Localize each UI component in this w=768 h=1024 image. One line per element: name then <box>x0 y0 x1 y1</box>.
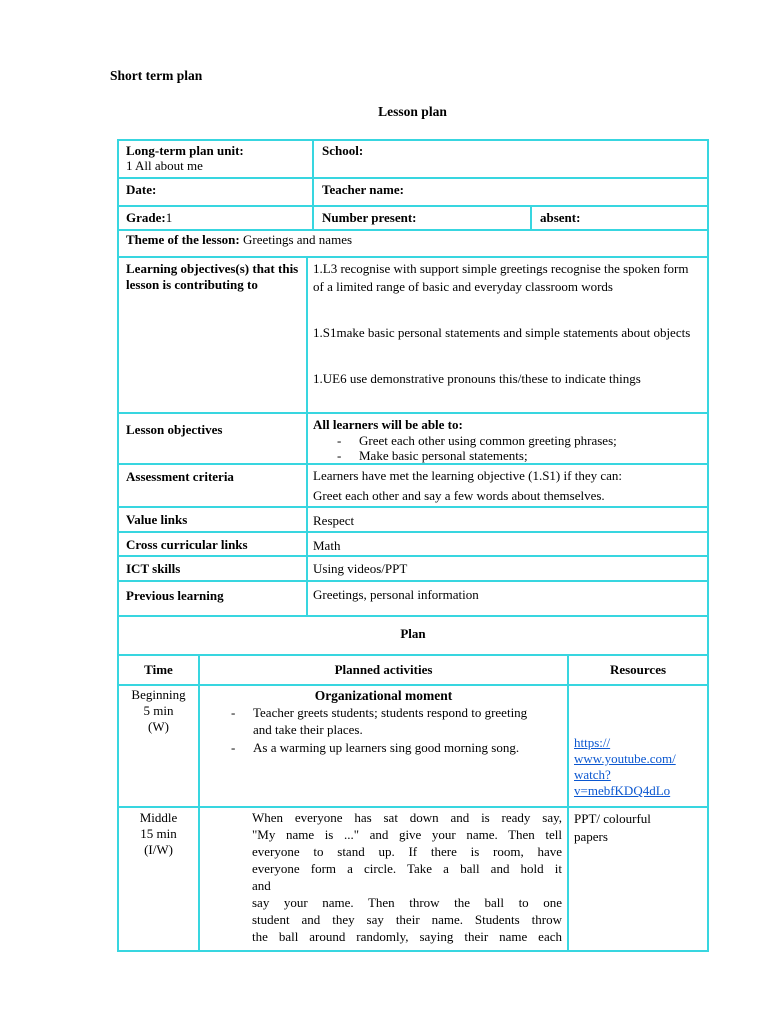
cell-activity-middle <box>198 806 569 952</box>
date-label: Date: <box>126 182 157 197</box>
theme-value: Greetings and names <box>239 232 353 247</box>
time-beginning <box>119 687 198 735</box>
activity-title: Organizational moment <box>314 688 453 703</box>
time-phase: Middle <box>139 810 178 825</box>
activity-line: student and they say their name. Students throw <box>252 912 562 927</box>
cell-school <box>312 139 709 179</box>
doc-title: Lesson plan <box>378 104 447 119</box>
prev-label: Previous learning <box>126 588 224 603</box>
cell-cross-label <box>117 531 308 557</box>
cell-time-beginning <box>117 684 200 808</box>
time-duration: 5 min <box>143 703 174 718</box>
cell-present <box>312 205 532 231</box>
lesson-obj-item: - Make basic personal statements; <box>359 448 617 463</box>
activity-description <box>252 809 562 945</box>
resource-line: papers <box>574 829 608 844</box>
lo-label: Learning objectives(s) that this lesson is contributing to <box>126 261 299 292</box>
lesson-obj-label: Lesson objectives <box>126 422 223 437</box>
value-label: Value links <box>126 512 188 527</box>
present-label: Number present: <box>322 210 417 225</box>
lo-3: 1.UE6 use demonstrative pronouns this/these to indicate things <box>313 371 641 386</box>
cell-grade <box>117 205 314 231</box>
resource-middle <box>574 810 651 846</box>
cell-lesson-obj <box>306 412 709 465</box>
cell-assess-label <box>117 463 308 508</box>
prev-value: Greetings, personal information <box>313 587 479 602</box>
col-resources: Resources <box>609 662 667 677</box>
cell-teacher <box>312 177 709 207</box>
cell-assess <box>306 463 709 508</box>
cell-lo-values <box>306 256 709 414</box>
time-mode: (I/W) <box>144 842 173 857</box>
time-phase: Beginning <box>131 687 186 702</box>
youtube-link[interactable]: https:// www.youtube.com/ watch? v=mebfKDQ4dLo <box>574 735 676 798</box>
activity-line: the ball around randomly, saying their name each <box>252 929 562 944</box>
grade-value: 1 <box>165 210 173 225</box>
activity-item: - Teacher greets students; students respond to greeting and take their places. <box>253 704 535 738</box>
cell-theme <box>117 229 709 258</box>
lesson-obj-item: - Greet each other using common greeting phrases; <box>359 433 617 448</box>
cell-col-time <box>117 654 200 686</box>
lesson-obj-list <box>359 433 617 463</box>
ict-label: ICT skills <box>126 561 181 576</box>
resource-line: PPT/ colourful <box>574 811 651 826</box>
teacher-label: Teacher name: <box>322 182 404 197</box>
activity-item: - As a warming up learners sing good morning song. <box>253 739 535 756</box>
cell-col-activities <box>198 654 569 686</box>
grade-label: Grade: <box>126 210 166 225</box>
cell-prev-label <box>117 580 308 617</box>
absent-label: absent: <box>540 210 581 225</box>
cell-value-label <box>117 506 308 533</box>
theme-label: Theme of the lesson: <box>126 232 240 247</box>
col-activities: Planned activities <box>334 662 433 677</box>
cell-ict <box>306 555 709 582</box>
value-value: Respect <box>313 513 355 528</box>
activity-line: "My name is ..." and give your name. Then tell <box>252 827 562 842</box>
cell-lesson-obj-label <box>117 412 308 465</box>
doc-subtitle: Short term plan <box>110 68 203 83</box>
lo-1: 1.L3 recognise with support simple greetings recognise the spoken form of a limited range of basic and everyday classroom words <box>313 261 689 294</box>
resource-link[interactable] <box>574 735 676 799</box>
assess-1: Learners have met the learning objective (1.S1) if they can: <box>313 468 622 483</box>
cell-date <box>117 177 314 207</box>
cell-absent <box>530 205 709 231</box>
time-middle <box>119 810 198 858</box>
activity-list <box>253 704 535 756</box>
ict-value: Using videos/PPT <box>313 561 408 576</box>
cell-activity-beginning <box>198 684 569 808</box>
activity-line: When everyone has sat down and is ready say, <box>252 810 562 825</box>
cell-unit <box>117 139 314 179</box>
school-label: School: <box>322 143 364 158</box>
cell-col-resources <box>567 654 709 686</box>
activity-line: say your name. Then throw the ball to one <box>252 895 562 910</box>
lo-2: 1.S1make basic personal statements and simple statements about objects <box>313 325 691 340</box>
cell-value <box>306 506 709 533</box>
cell-lo-label <box>117 256 308 414</box>
unit-value: 1 All about me <box>126 158 203 173</box>
cell-cross <box>306 531 709 557</box>
cross-value: Math <box>313 538 341 553</box>
activity-line: everyone to stand up. If there is room, have <box>252 844 562 859</box>
assess-2: Greet each other and say a few words about themselves. <box>313 488 605 503</box>
cell-plan-heading <box>117 615 709 656</box>
cell-prev <box>306 580 709 617</box>
cell-time-middle <box>117 806 200 952</box>
assess-label: Assessment criteria <box>126 469 234 484</box>
unit-label: Long-term plan unit: <box>126 143 244 158</box>
time-mode: (W) <box>148 719 169 734</box>
activity-line: and <box>252 878 271 893</box>
col-time: Time <box>144 662 173 677</box>
activity-line: everyone form a circle. Take a ball and hold it <box>252 861 562 876</box>
cell-resource-middle <box>567 806 709 952</box>
cross-label: Cross curricular links <box>126 537 248 552</box>
cell-ict-label <box>117 555 308 582</box>
time-duration: 15 min <box>140 826 177 841</box>
cell-resource-beginning <box>567 684 709 808</box>
lesson-obj-heading: All learners will be able to: <box>313 417 463 432</box>
plan-heading: Plan <box>400 626 426 641</box>
